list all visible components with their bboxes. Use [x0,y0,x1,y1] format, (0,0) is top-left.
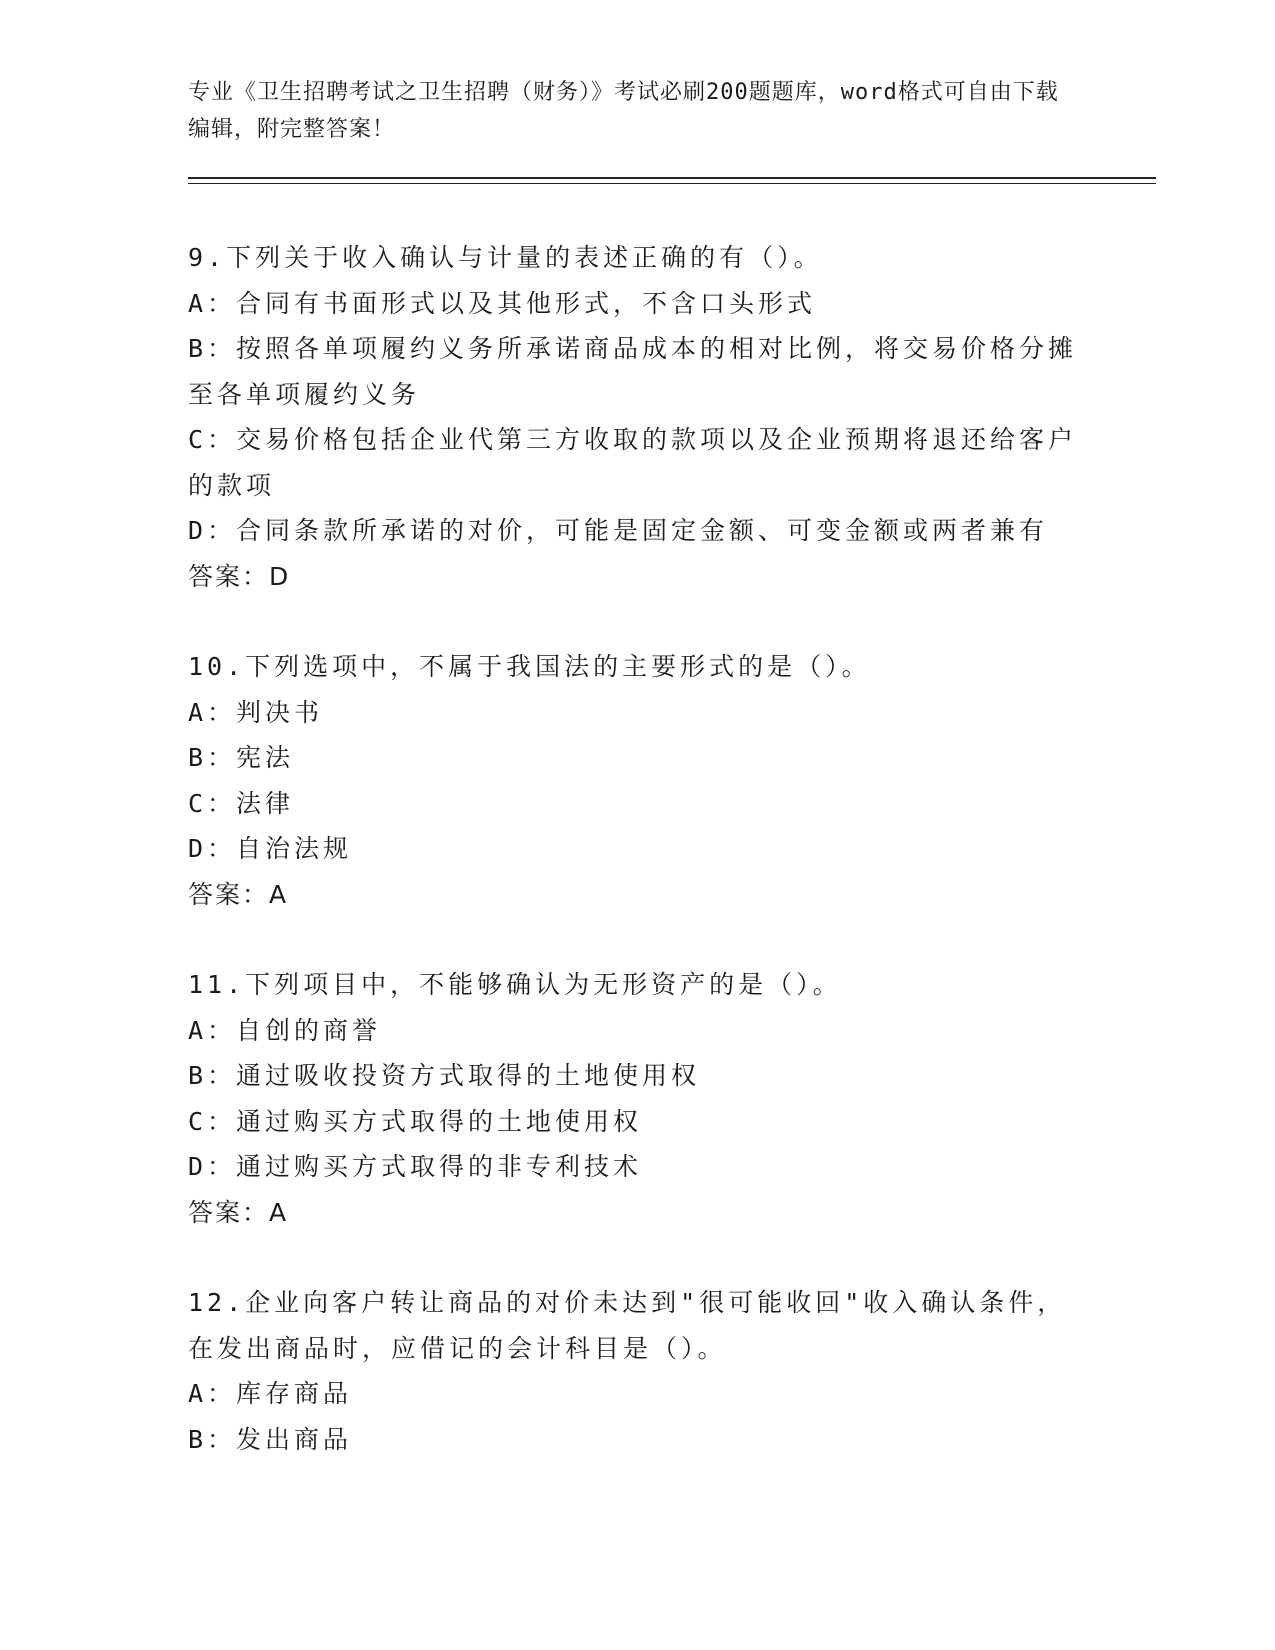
answer-text: 答案：D [188,561,291,591]
document-intro: 专业《卫生招聘考试之卫生招聘（财务）》考试必刷200题题库，word格式可自由下载编辑，附完整答案！ [188,80,1059,142]
option-a: A：库存商品 [188,1379,353,1408]
option-c: C：通过购买方式取得的土地使用权 [188,1106,643,1136]
question-block [188,644,1078,917]
option-d: D：合同条款所承诺的对价，可能是固定金额、可变金额或两者兼有 [188,516,1049,545]
option-b: B：按照各单项履约义务所承诺商品成本的相对比例，将交易价格分摊至各单项履约义务 [188,334,1078,409]
question-block [188,1280,1078,1462]
option-d: D：自治法规 [188,834,353,863]
header-divider-bottom [188,183,1156,184]
question-block [188,962,1078,1235]
question-stem: 12.企业向客户转让商品的对价未达到"很可能收回"收入确认条件，在发出商品时，应借记的会计科目是（）。 [188,1288,1067,1363]
option-d: D：通过购买方式取得的非专利技术 [188,1152,643,1181]
question-stem: 9.下列关于收入确认与计量的表述正确的有（）。 [188,243,823,272]
option-a: A：合同有书面形式以及其他形式，不含口头形式 [188,288,817,318]
question-stem: 10.下列选项中，不属于我国法的主要形式的是（）。 [188,652,871,681]
question-block [188,235,1078,599]
question-stem: 11.下列项目中，不能够确认为无形资产的是（）。 [188,970,842,999]
option-a: A：自创的商誉 [188,1015,382,1045]
option-c: C：法律 [188,788,295,818]
option-c: C：交易价格包括企业代第三方收取的款项以及企业预期将退还给客户的款项 [188,425,1078,500]
option-a: A：判决书 [188,697,324,727]
option-b: B：通过吸收投资方式取得的土地使用权 [188,1061,701,1090]
answer-text: 答案：A [188,1197,289,1227]
header-divider-top [188,177,1156,179]
answer-text: 答案：A [188,879,289,909]
option-b: B：宪法 [188,743,295,772]
option-b: B：发出商品 [188,1424,353,1454]
question-list [188,235,1078,1462]
